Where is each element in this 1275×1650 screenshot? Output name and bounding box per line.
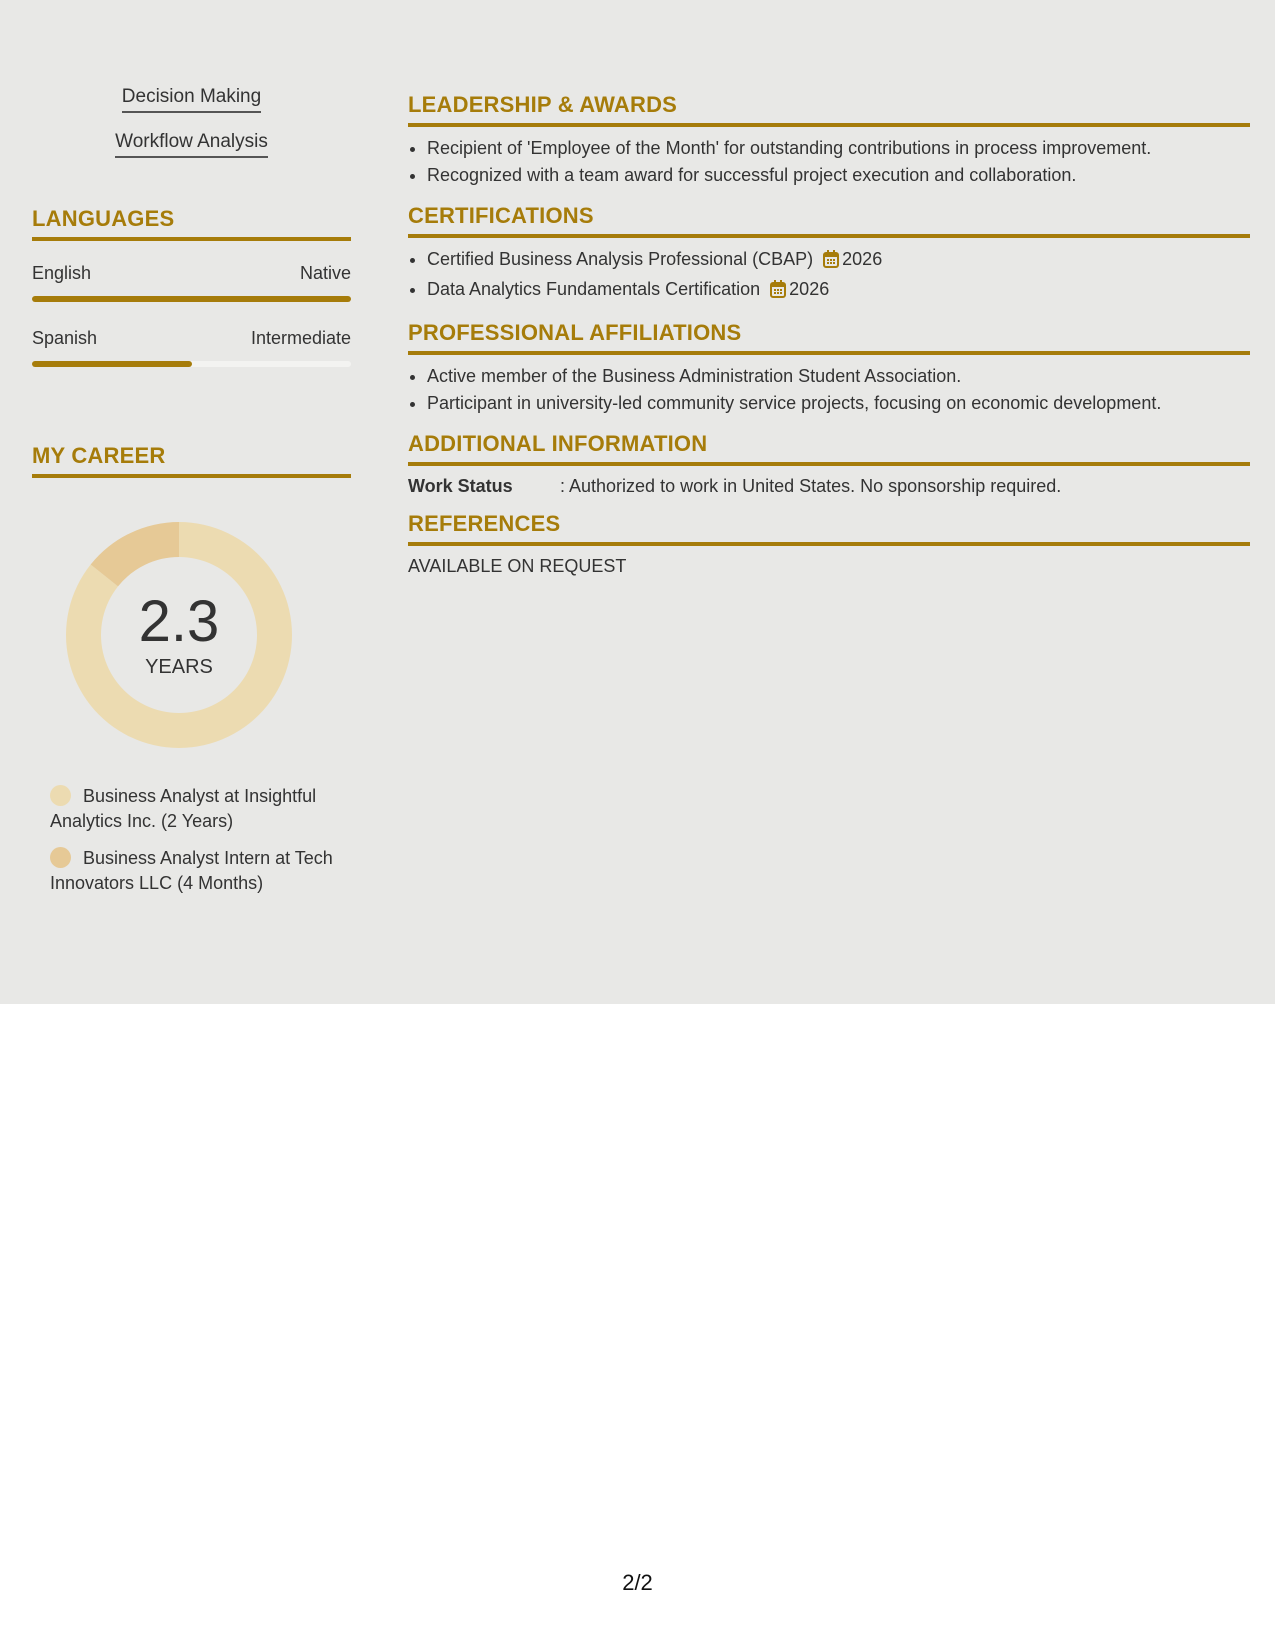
references-text: AVAILABLE ON REQUEST xyxy=(408,556,627,576)
language-name: English xyxy=(32,263,92,283)
language-item xyxy=(32,328,351,367)
certifications-section xyxy=(408,203,1250,306)
affiliations-title: PROFESSIONAL AFFILIATIONS xyxy=(408,320,1250,355)
career-section xyxy=(32,443,351,896)
certifications-title: CERTIFICATIONS xyxy=(408,203,1250,238)
leadership-section xyxy=(408,92,1250,189)
leadership-item: • Recognized with a team award for successful project execution and collaboration. xyxy=(427,162,1250,189)
career-legend-item xyxy=(50,846,340,896)
career-total-value: 2.3 xyxy=(138,588,220,654)
language-bar xyxy=(32,361,351,367)
certification-item xyxy=(427,276,1250,306)
work-status-label: Work Status xyxy=(408,476,513,496)
career-title: MY CAREER xyxy=(32,443,351,478)
left-column xyxy=(32,86,351,908)
work-status-value: : Authorized to work in United States. No sponsorship required. xyxy=(560,476,1062,496)
right-column xyxy=(408,92,1250,591)
skill-tag: Workflow Analysis xyxy=(115,131,268,158)
career-legend-label: Business Analyst at Insightful Analytics Inc. (2 Years) xyxy=(50,786,317,831)
certification-year: 2026 xyxy=(789,279,830,299)
career-legend xyxy=(50,784,351,896)
leadership-title: LEADERSHIP & AWARDS xyxy=(408,92,1250,127)
career-donut-chart xyxy=(66,522,292,748)
language-item xyxy=(32,263,351,302)
calendar-icon xyxy=(770,279,786,306)
skill-tag: Decision Making xyxy=(122,86,261,113)
leadership-item: • Recipient of 'Employee of the Month' for outstanding contributions in process improvement. xyxy=(427,135,1250,162)
certification-name: Certified Business Analysis Professional (CBAP) xyxy=(427,249,814,269)
references-title: REFERENCES xyxy=(408,511,1250,546)
page-number: 2/2 xyxy=(622,1570,653,1595)
language-bar-fill xyxy=(32,296,351,302)
certification-item xyxy=(427,246,1250,276)
language-name: Spanish xyxy=(32,328,98,348)
legend-dot-icon xyxy=(50,785,71,806)
career-total-unit: YEARS xyxy=(145,655,213,678)
certification-year: 2026 xyxy=(842,249,883,269)
additional-info-section xyxy=(408,431,1250,497)
language-level: Native xyxy=(299,263,351,283)
calendar-icon xyxy=(823,249,839,276)
language-bar-fill xyxy=(32,361,192,367)
work-status-row xyxy=(408,476,1250,497)
language-level: Intermediate xyxy=(250,328,351,348)
affiliation-item: • Active member of the Business Administration Student Association. xyxy=(427,363,1250,390)
languages-title: LANGUAGES xyxy=(32,206,351,241)
legend-dot-icon xyxy=(50,847,71,868)
additional-info-title: ADDITIONAL INFORMATION xyxy=(408,431,1250,466)
affiliations-section xyxy=(408,320,1250,417)
skill-list xyxy=(32,86,351,176)
languages-section xyxy=(32,206,351,367)
career-legend-item xyxy=(50,784,340,834)
career-legend-label: Business Analyst Intern at Tech Innovators LLC (4 Months) xyxy=(50,848,333,893)
language-bar xyxy=(32,296,351,302)
certification-name: Data Analytics Fundamentals Certification xyxy=(427,279,761,299)
references-section xyxy=(408,511,1250,577)
affiliation-item: • Participant in university-led community service projects, focusing on economic development. xyxy=(427,390,1250,417)
